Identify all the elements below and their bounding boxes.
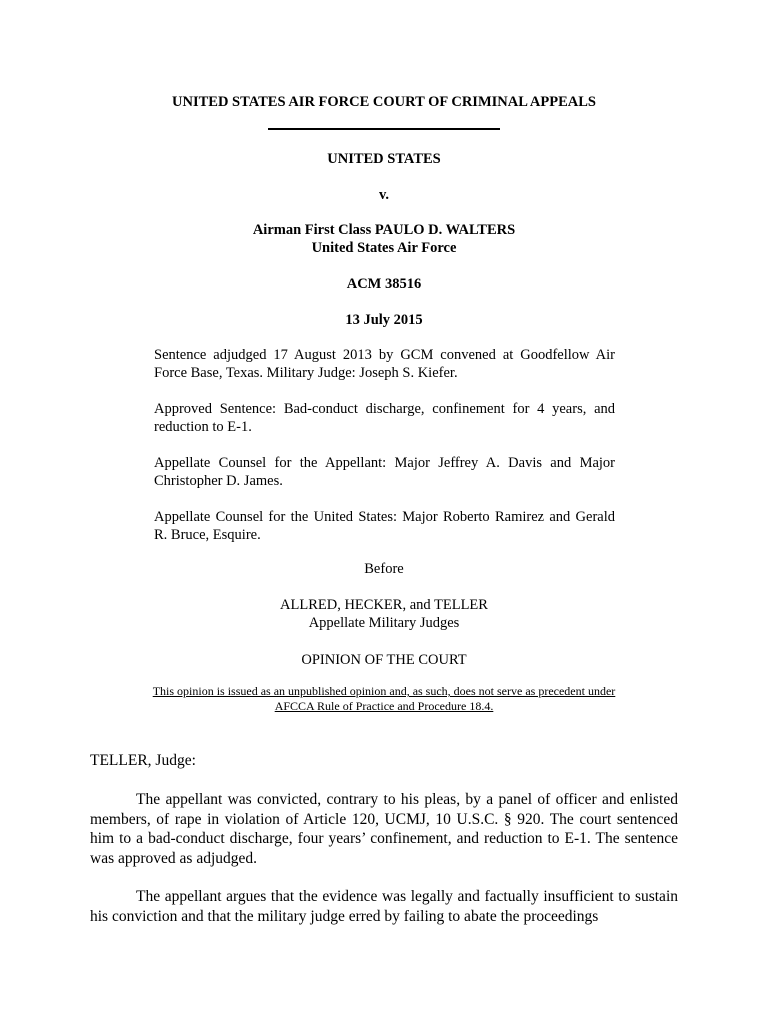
approved-sentence: Approved Sentence: Bad-conduct discharge, confinement for 4 years, and reduction to E-1.: [154, 401, 615, 435]
judges-title: Appellate Military Judges: [308, 615, 460, 631]
header-rule: [268, 128, 500, 130]
versus: v.: [378, 187, 390, 203]
paragraph-1: The appellant was convicted, contrary to his pleas, by a panel of officer and enlisted members, of rape in violation of Article 120, UCMJ, 10 U.S.C. § 920. The court sentenced him to a bad-conduct discharge, four years’ confinement, and reduction to E-1. The sentence was approved as adjudged.: [90, 791, 678, 867]
opinion-date: 13 July 2015: [345, 312, 423, 328]
opinion-author: TELLER, Judge:: [90, 752, 196, 769]
court-name: UNITED STATES AIR FORCE COURT OF CRIMINAL APPEALS: [172, 94, 596, 110]
sentence-adjudged: Sentence adjudged 17 August 2013 by GCM convened at Goodfellow Air Force Base, Texas. Military Judge: Joseph S. Kiefer.: [154, 347, 615, 381]
appellant-service: United States Air Force: [311, 240, 457, 256]
docket-number: ACM 38516: [346, 276, 422, 292]
appellant-name: Airman First Class PAULO D. WALTERS: [252, 222, 516, 238]
judges-names: ALLRED, HECKER, and TELLER: [280, 597, 488, 613]
counsel-appellant: Appellate Counsel for the Appellant: Major Jeffrey A. Davis and Major Christopher D. James.: [154, 455, 615, 489]
before-label: Before: [364, 561, 404, 577]
unpublished-notice: This opinion is issued as an unpublished opinion and, as such, does not serve as precedent under AFCCA Rule of Practice and Procedure 18.4.: [152, 684, 616, 713]
opinion-title: OPINION OF THE COURT: [301, 652, 467, 668]
paragraph-2: The appellant argues that the evidence was legally and factually insufficient to sustain his conviction and that the military judge erred by failing to abate the proceedings: [90, 888, 678, 925]
party-united-states: UNITED STATES: [327, 151, 441, 167]
counsel-united-states: Appellate Counsel for the United States: Major Roberto Ramirez and Gerald R. Bruce, Esquire.: [154, 509, 615, 543]
